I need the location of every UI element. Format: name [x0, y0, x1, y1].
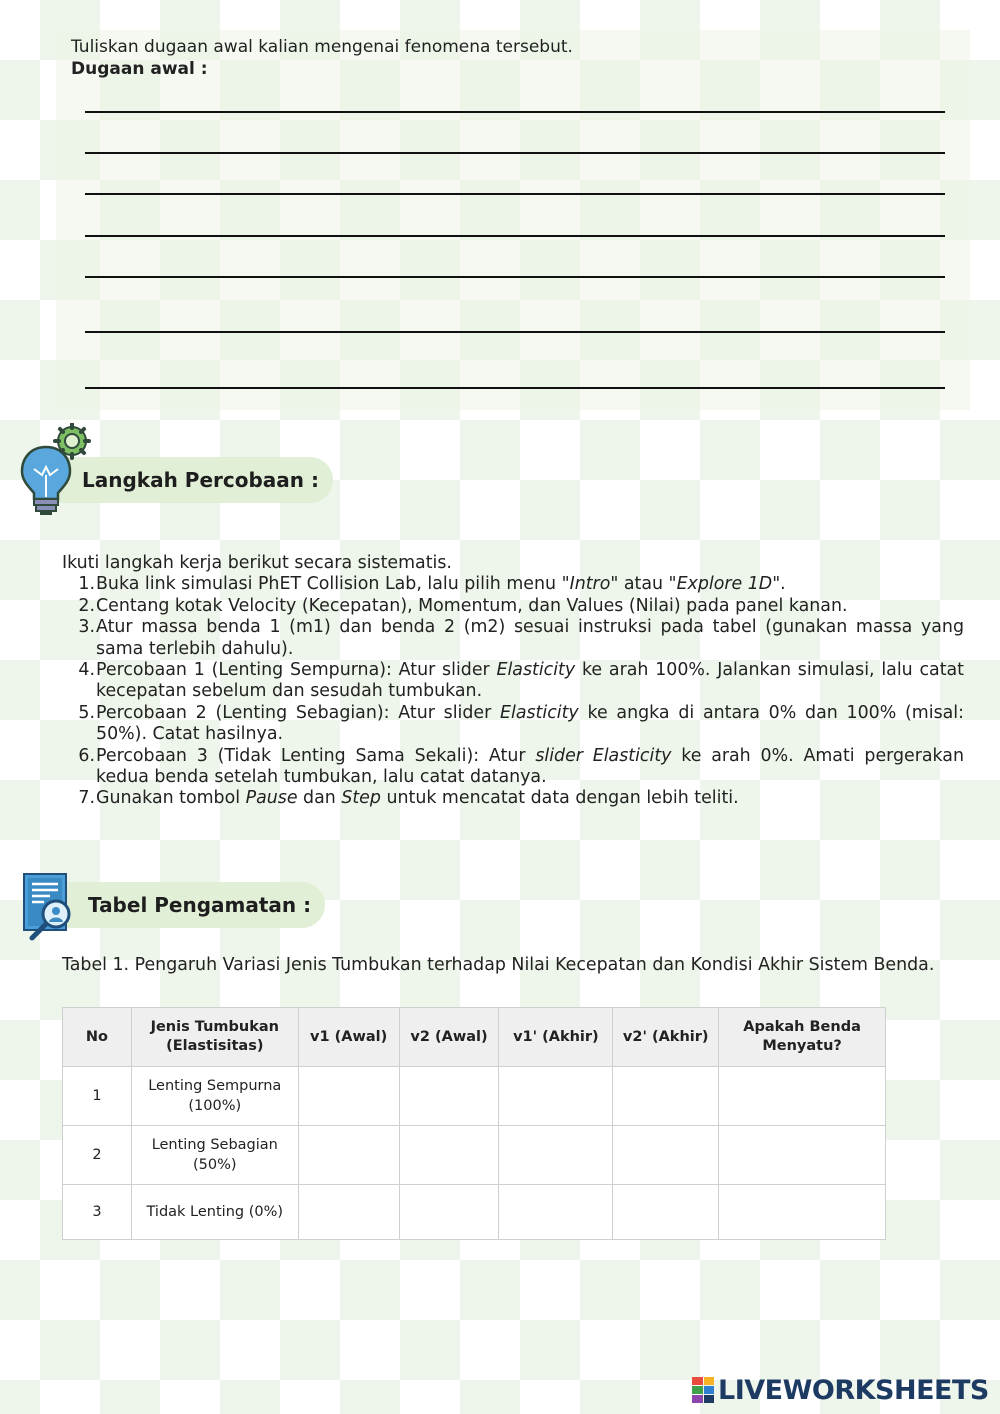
dugaan-label: Dugaan awal : — [71, 59, 208, 79]
cell-no: 3 — [63, 1185, 132, 1240]
table-row — [63, 1067, 886, 1126]
cell-jenis: Lenting Sempurna (100%) — [131, 1067, 298, 1126]
step-item: 4. Percobaan 1 (Lenting Sempurna): Atur slider Elasticity ke arah 100%. Jalankan simulasi, lalu catat kecepatan sebelum dan sesudah tumbukan. — [78, 660, 965, 702]
table-header-row — [63, 1008, 886, 1067]
intro-block — [71, 36, 573, 80]
cell-no: 2 — [63, 1126, 132, 1185]
cell-menyatu[interactable] — [719, 1185, 886, 1240]
answer-line[interactable] — [85, 387, 945, 389]
cell-jenis: Lenting Sebagian (50%) — [131, 1126, 298, 1185]
step-item: 1. Buka link simulasi PhET Collision Lab, lalu pilih menu "Intro" atau "Explore 1D". — [78, 574, 786, 595]
document-magnifier-icon — [20, 872, 76, 944]
steps-heading: Langkah Percobaan : — [32, 457, 333, 503]
brand-text: LIVEWORKSHEETS — [718, 1374, 989, 1406]
cell-no: 1 — [63, 1067, 132, 1126]
steps-lead: Ikuti langkah kerja berikut secara sistematis. — [62, 553, 452, 573]
step-item: 6. Percobaan 3 (Tidak Lenting Sama Sekali): Atur slider Elasticity ke arah 0%. Amati pergerakan kedua benda setelah tumbukan, lalu catat datanya. — [78, 745, 964, 788]
step-item: 2. Centang kotak Velocity (Kecepatan), Momentum, dan Values (Nilai) pada panel kanan. — [78, 595, 848, 616]
cell-menyatu[interactable] — [719, 1067, 886, 1126]
cell-v1-awal[interactable] — [298, 1126, 399, 1185]
header-v2-awal: v2 (Awal) — [399, 1008, 499, 1067]
cell-v1-awal[interactable] — [298, 1185, 399, 1240]
answer-line[interactable] — [85, 235, 945, 237]
cell-v1-akhir[interactable] — [499, 1126, 613, 1185]
intro-instruction: Tuliskan dugaan awal kalian mengenai fenomena tersebut. — [71, 37, 573, 57]
steps-section-header — [20, 423, 350, 513]
liveworksheets-logo-icon — [692, 1377, 714, 1403]
header-v2-akhir: v2' (Akhir) — [613, 1008, 719, 1067]
table-section-header — [20, 868, 340, 958]
header-jenis: Jenis Tumbukan (Elastisitas) — [131, 1008, 298, 1067]
cell-v2-awal[interactable] — [399, 1185, 499, 1240]
lightbulb-gear-icon — [20, 423, 92, 519]
cell-v1-awal[interactable] — [298, 1067, 399, 1126]
cell-v1-akhir[interactable] — [499, 1067, 613, 1126]
step-item: 3. Atur massa benda 1 (m1) dan benda 2 (m2) sesuai instruksi pada tabel (gunakan massa yang sama terlebih dahulu). — [78, 617, 964, 659]
header-no: No — [63, 1008, 132, 1067]
table-heading: Tabel Pengamatan : — [38, 882, 325, 928]
cell-v2-akhir[interactable] — [613, 1126, 719, 1185]
answer-line[interactable] — [85, 193, 945, 195]
answer-line[interactable] — [85, 276, 945, 278]
answer-line[interactable] — [85, 152, 945, 154]
observation-table — [62, 1007, 886, 1240]
cell-v2-awal[interactable] — [399, 1126, 499, 1185]
steps-list — [62, 574, 964, 809]
header-menyatu: Apakah Benda Menyatu? — [719, 1008, 886, 1067]
liveworksheets-brand — [692, 1372, 989, 1408]
step-item: 5. Percobaan 2 (Lenting Sebagian): Atur slider Elasticity ke angka di antara 0% dan 100% (misal: 50%). Catat hasilnya. — [78, 702, 964, 745]
step-item: 7. Gunakan tombol Pause dan Step untuk mencatat data dengan lebih teliti. — [78, 788, 739, 809]
header-v1-akhir: v1' (Akhir) — [499, 1008, 613, 1067]
table-row — [63, 1185, 886, 1240]
table-row — [63, 1126, 886, 1185]
answer-line[interactable] — [85, 331, 945, 333]
cell-jenis: Tidak Lenting (0%) — [131, 1185, 298, 1240]
answer-line[interactable] — [85, 111, 945, 113]
table-caption: Tabel 1. Pengaruh Variasi Jenis Tumbukan terhadap Nilai Kecepatan dan Kondisi Akhir Sistem Benda. — [62, 955, 935, 975]
cell-v2-awal[interactable] — [399, 1067, 499, 1126]
cell-menyatu[interactable] — [719, 1126, 886, 1185]
header-v1-awal: v1 (Awal) — [298, 1008, 399, 1067]
cell-v2-akhir[interactable] — [613, 1185, 719, 1240]
steps-block — [62, 553, 964, 810]
cell-v2-akhir[interactable] — [613, 1067, 719, 1126]
dugaan-panel — [56, 30, 970, 410]
cell-v1-akhir[interactable] — [499, 1185, 613, 1240]
